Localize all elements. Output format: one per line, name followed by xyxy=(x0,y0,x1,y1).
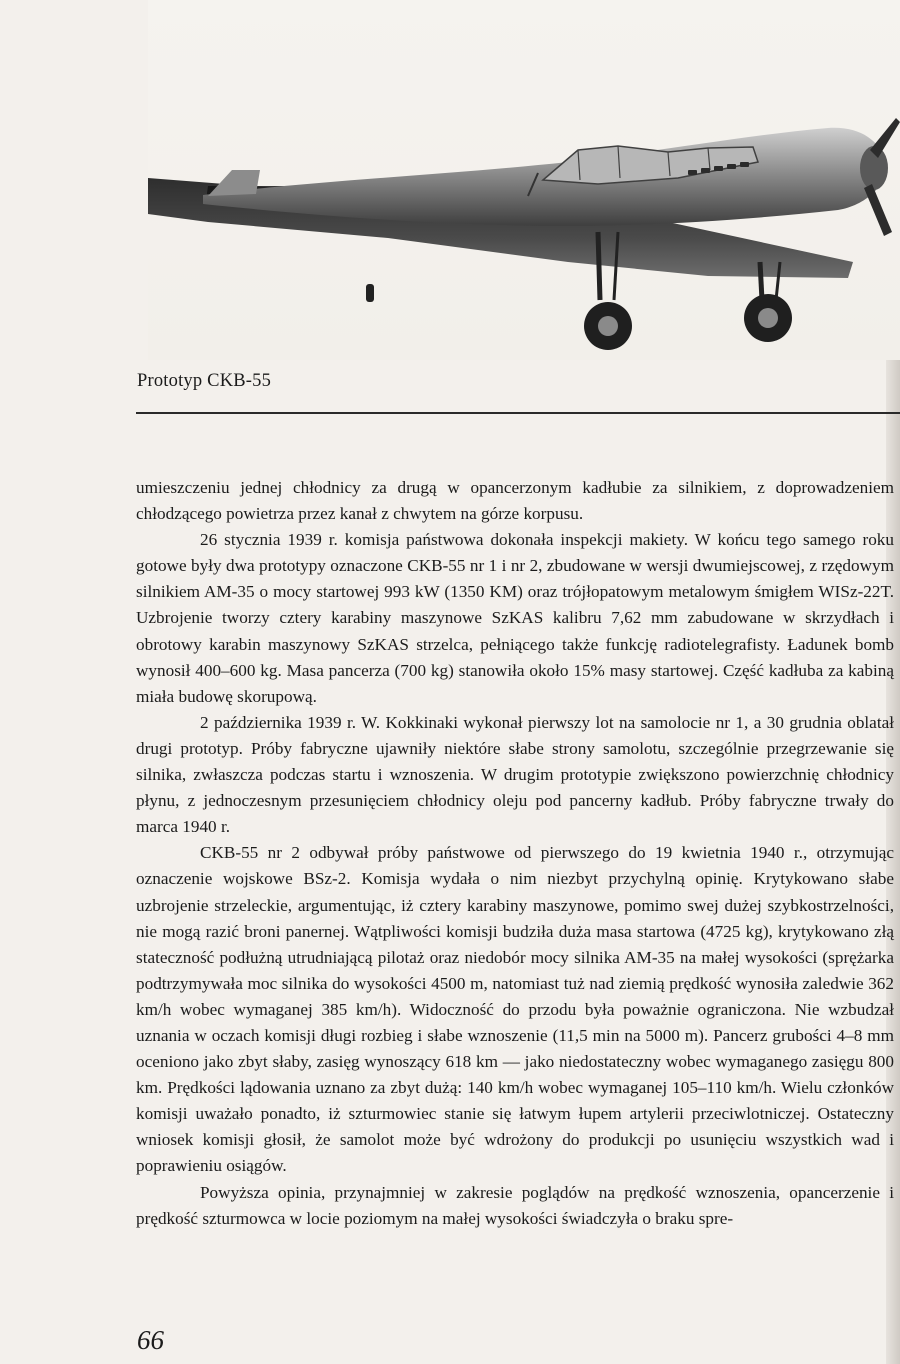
fuselage-shape xyxy=(203,128,886,226)
paragraph: umieszczeniu jednej chłodnicy za drugą w opancerzonym kadłubie za silnikiem, z doprowadzeniem chłodzącego powietrza przez kanał z chwytem na górze korpusu. xyxy=(136,478,894,524)
figure-caption: Prototyp CKB-55 xyxy=(137,371,272,391)
paragraph: CKB-55 nr 2 odbywał próby państwowe od pierwszego do 19 kwietnia 1940 r., otrzymując oznaczenie wojskowe BSz-2. Komisja wydała o nim niezbyt przychylną opinię. Krytykowano słabe uzbrojenie strzeleckie, argumentując, iż cztery karabiny maszynowe, pomimo swej dużej szybkostrzelności, nie mogą razić broni panernej. Wątpliwości komisji budziła duża masa startowa (4725 kg), krytykowano złą stateczność podłużną utrudniającą pilotaż oraz niedobór mocy silnika AM-35 na małej wysokości (sprężarka podtrzymywała moc silnika do wysokości 4500 m, natomiast tuż nad ziemią prędkość wynosiła zaledwie 362 km/h wobec wymaganej 385 km/h). Widoczność do przodu była poważnie ograniczona. Nie wzbudzał uznania w oczach komisji długi rozbieg i słabe wznoszenie (11,5 min na 5000 m). Pancerz grubości 4–8 mm oceniono jako zbyt słaby, zasięg wynoszący 618 km — jako niedostateczny wobec wymaganego zasięgu 800 km. Prędkości lądowania uznano za zbyt dużą: 140 km/h wobec wymaganej 105–110 km/h. Wielu członków komisji uważało ponadto, iż szturmowiec stanie się łatwym łupem artylerii przeciwlotniczej. Ostateczny wniosek komisji głosił, że samolot może być wdrożony do produkcji po usunięciu wszystkich wad i poprawieniu osiągów. xyxy=(136,843,894,1176)
paragraph: 2 października 1939 r. W. Kokkinaki wykonał pierwszy lot na samolocie nr 1, a 30 grudnia oblatał drugi prototyp. Próby fabryczne ujawniły niektóre słabe strony samolotu, szczególnie przegrzewanie się silnika, zwłaszcza podczas startu i wznoszenia. W drugim prototypie zwiększono powierzchnię chłodnicy płynu, z jednoczesnym przesunięciem chłodnicy oleju pod pancerny kadłub. Próby fabryczne trwały do marca 1940 r. xyxy=(136,712,894,837)
aircraft-photo xyxy=(148,0,900,360)
paragraph: 26 stycznia 1939 r. komisja państwowa dokonała inspekcji makiety. W końcu tego samego roku gotowe były dwa prototypy oznaczone CKB-55 nr 1 i nr 2, zbudowane w wersji dwumiejscowej, z rzędowym silnikiem AM-35 o mocy startowej 993 kW (1350 KM) oraz trójłopatowym metalowym śmigłem WISz-22T. Uzbrojenie tworzy cztery karabiny maszynowe SzKAS kalibru 7,62 mm zabudowane w skrzydłach i obrotowy karabin maszynowy SzKAS strzelca, pełniącego także funkcję radiotelegrafisty. Ładunek bomb wynosił 400–600 kg. Masa pancerza (700 kg) stanowiła około 15% masy startowej. Część kadłuba za kabiną miała budowę skorupową. xyxy=(136,530,894,706)
page-number: 66 xyxy=(137,1325,164,1355)
aircraft-illustration xyxy=(148,0,900,360)
body-text xyxy=(136,475,894,1232)
paragraph: Powyższa opinia, przynajmniej w zakresie poglądów na prędkość wznoszenia, opancerzenie i prędkość szturmowca w locie poziomym na małej wysokości świadczyła o braku spre- xyxy=(136,1182,894,1228)
divider xyxy=(136,412,900,414)
